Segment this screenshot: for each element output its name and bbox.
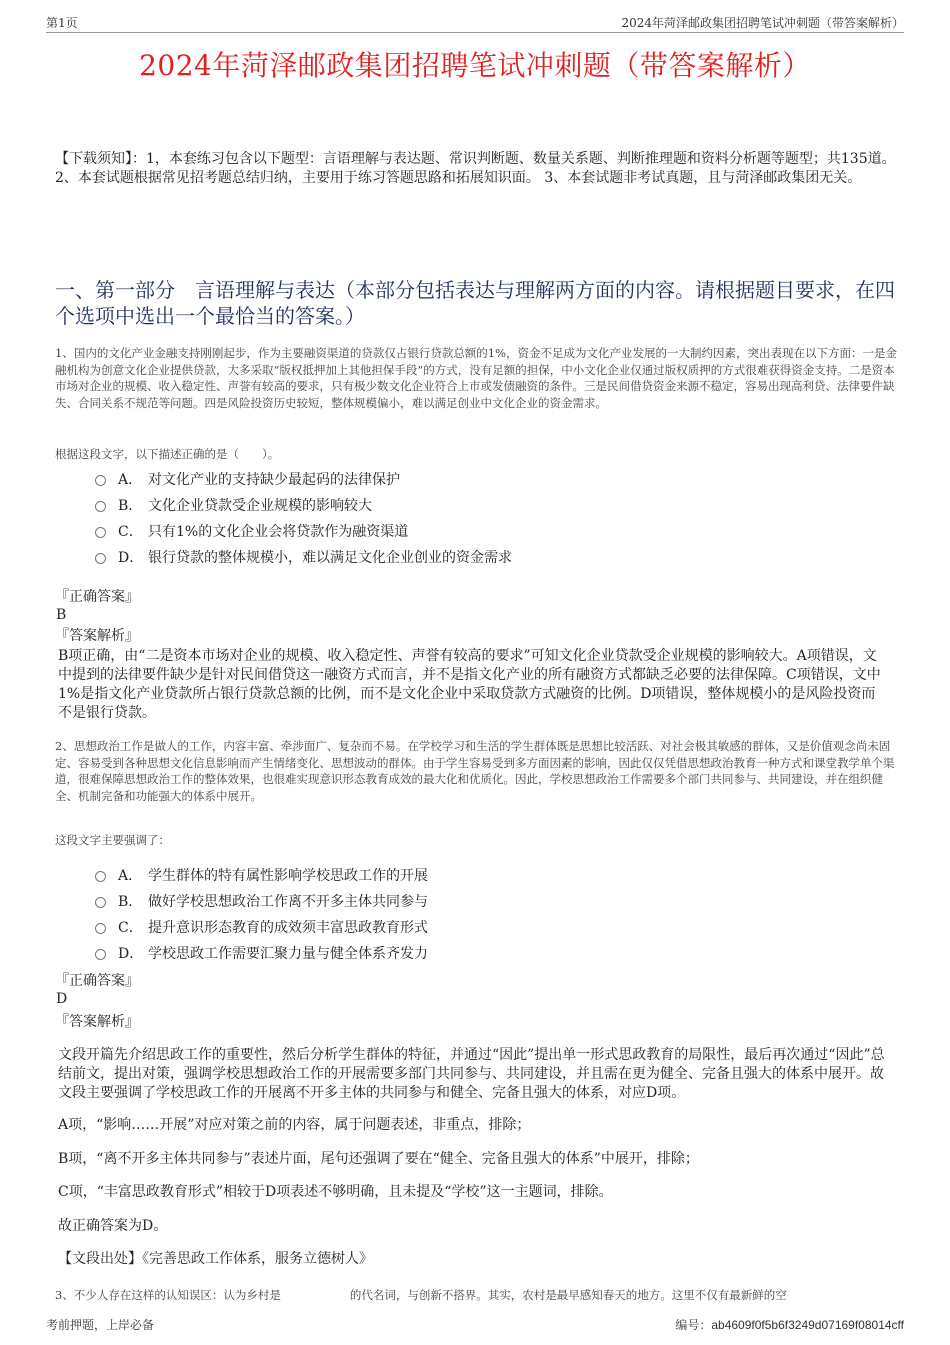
analysis-paragraph: B项，“离不开多主体共同参与”表述片面，尾句还强调了要在“健全、完备且强大的体系”中展开，排除； [58, 1151, 699, 1167]
question-2-options [95, 862, 795, 966]
question-3-stem: 3、不少人存在这样的认知误区：认为乡村是 的代名词，与创新不搭界。其实，农村是最早感知春天的地方。这里不仅有最新鲜的空 [55, 1288, 787, 1302]
radio-icon[interactable] [95, 501, 106, 512]
question-1-stem: 1、国内的文化产业金融支持刚刚起步，作为主要融资渠道的贷款仅占银行贷款总额的1%，资金不足成为文化产业发展的一大制约因素，突出表现在以下方面：一是金融机构为创意文化企业提供贷款，大多采取“版权抵押加上其他担保手段”的方式，没有足额的担保，中小文化企业仅通过版权质押的方式很难获得资金支持。二是资本市场对企业的规模、收入稳定性、声誉有较高的要求，只有极少数文化企业符合上市或发债融资的条件。三是民间借贷资金来源不稳定，容易出现高利贷、法律要件缺失、合同关系不规范等问题。四是风险投资历史较短，整体规模偏小，难以满足创业中文化企业的资金需求。 [55, 346, 898, 410]
footer-id: 编号：ab4609f0f5b6f3249d07169f08014cff [675, 1318, 904, 1332]
download-notice: 【下载须知】：1，本套练习包含以下题型：言语理解与表达题、常识判断题、数量关系题、判断推理题和资料分析题等题型；共135道。 2、本套试题根据常见招考题总结归纳，主要用于练习答题思路和拓展知识面。 3、本套试题非考试真题，且与菏泽邮政集团无关。 [55, 151, 896, 186]
option-a[interactable]: A． 学生群体的特有属性影响学校思政工作的开展 [95, 862, 795, 888]
analysis-label: 『答案解析』 [55, 1014, 139, 1030]
option-c[interactable]: C． 提升意识形态教育的成效须丰富思政教育形式 [95, 914, 795, 940]
question-1-prompt: 根据这段文字，以下描述正确的是（ ）。 [55, 447, 280, 461]
section-heading: 一、第一部分 言语理解与表达（本部分包括表达与理解两方面的内容。请根据题目要求，在四个选项中选出一个最恰当的答案。） [55, 278, 895, 328]
page-number: 第1页 [46, 16, 78, 30]
option-a[interactable]: A． 对文化产业的支持缺少最起码的法律保护 [95, 466, 795, 492]
analysis-text: B项正确，由“二是资本市场对企业的规模、收入稳定性、声誉有较高的要求”可知文化企业贷款受企业规模的影响较大。A项错误，文中提到的法律要件缺少是针对民间借贷这一融资方式而言，并不是指文化产业的所有融资方式都缺乏必要的法律保障。C项错误，文中1%是指文化产业贷款所占银行贷款总额的比例，而不是文化企业中采取贷款方式融资的比例。D项错误，整体规模小的是风险投资而不是银行贷款。 [58, 648, 881, 721]
radio-icon[interactable] [95, 949, 106, 960]
footer-slogan: 考前押题，上岸必备 [46, 1318, 155, 1332]
radio-icon[interactable] [95, 871, 106, 882]
option-d[interactable]: D． 银行贷款的整体规模小，难以满足文化企业创业的资金需求 [95, 544, 795, 570]
radio-icon[interactable] [95, 897, 106, 908]
analysis-paragraph: C项，“丰富思政教育形式”相较于D项表述不够明确，且未提及“学校”这一主题词，排除。 [58, 1184, 613, 1200]
analysis-paragraph: A项，“影响……开展”对应对策之前的内容，属于问题表述，非重点，排除； [58, 1117, 531, 1133]
header-doc-title: 2024年菏泽邮政集团招聘笔试冲刺题（带答案解析） [621, 16, 904, 30]
page-header [46, 14, 904, 33]
answer-label: 『正确答案』 [55, 973, 139, 989]
analysis-paragraph: 故正确答案为D。 [58, 1218, 168, 1234]
question-2-prompt: 这段文字主要强调了： [55, 833, 170, 847]
question-2-stem: 2、思想政治工作是做人的工作，内容丰富、牵涉面广、复杂而不易。在学校学习和生活的学生群体既是思想比较活跃、对社会极其敏感的群体，又是价值观念尚未固定、容易受到各种思想文化信息影响而产生情绪变化、思想波动的群体。由于学生容易受到多方面因素的影响，因此仅仅凭借思想政治教育一种方式和课堂教学单个渠道，很难保障思想政治工作的整体效果，也很难实现意识形态教育成效的最大化和优质化。因此，学校思想政治工作需要多个部门共同参与、共同建设，并在组织健全、机制完备和功能强大的体系中展开。 [55, 739, 895, 803]
analysis-paragraph: 文段开篇先介绍思政工作的重要性，然后分析学生群体的特征，并通过“因此”提出单一形式思政教育的局限性，最后再次通过“因此”总结前文，提出对策，强调学校思想政治工作的开展需要多部门共同参与、共同建设，并且需在更为健全、完备且强大的体系中展开。故文段主要强调了学校思政工作的开展离不开多主体的共同参与和健全、完备且强大的体系，对应D项。 [58, 1047, 885, 1101]
radio-icon[interactable] [95, 527, 106, 538]
answer-value: D [56, 991, 68, 1007]
answer-label: 『正确答案』 [55, 589, 139, 605]
option-b[interactable]: B． 文化企业贷款受企业规模的影响较大 [95, 492, 795, 518]
question-1-options [95, 466, 795, 570]
analysis-label: 『答案解析』 [55, 628, 139, 644]
radio-icon[interactable] [95, 923, 106, 934]
option-b[interactable]: B． 做好学校思想政治工作离不开多主体共同参与 [95, 888, 795, 914]
source-note: 【文段出处】《完善思政工作体系，服务立德树人》 [58, 1251, 373, 1267]
radio-icon[interactable] [95, 553, 106, 564]
radio-icon[interactable] [95, 475, 106, 486]
option-d[interactable]: D． 学校思政工作需要汇聚力量与健全体系齐发力 [95, 940, 795, 966]
page-title: 2024年菏泽邮政集团招聘笔试冲刺题（带答案解析） [139, 49, 811, 82]
option-c[interactable]: C． 只有1%的文化企业会将贷款作为融资渠道 [95, 518, 795, 544]
answer-value: B [56, 607, 67, 623]
